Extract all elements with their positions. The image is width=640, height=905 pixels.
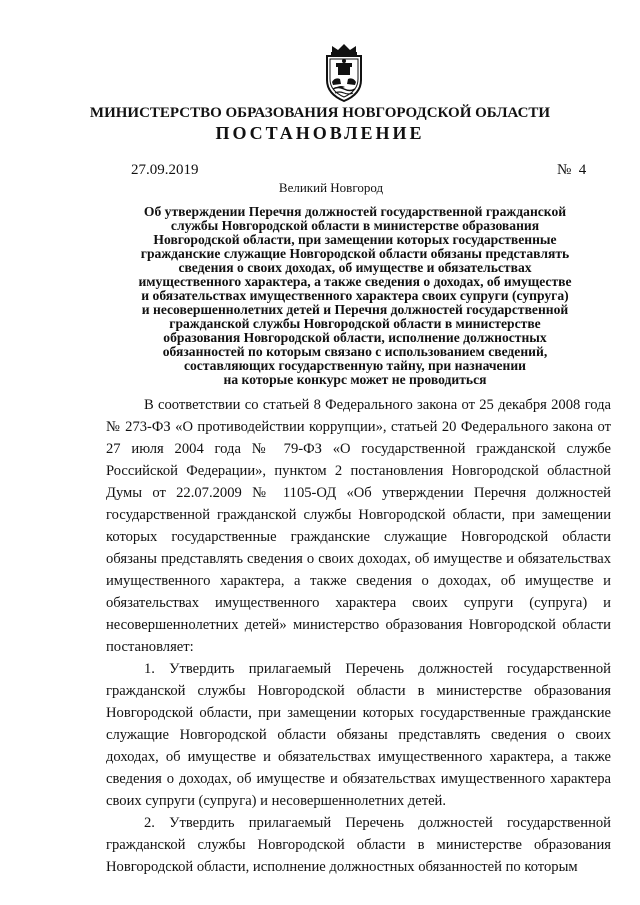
title-line: службы Новгородской области в министерстве образования [170, 218, 540, 233]
preamble-paragraph: В соответствии со статьей 8 Федерального закона от 25 декабря 2008 года № 273-ФЗ «О противодействии коррупции», статьей 20 Федерального закона от 27 июля 2004 года № 79-ФЗ «О государственной гражданской службе Российской Федерации», пунктом 2 постановления Новгородской областной Думы от 22.07.2009 № 1105-ОД «Об утверждении Перечня должностей государственной гражданской службы Новгородской области, при замещении которых государственные гражданские служащие Новгородской области обязаны представлять сведения о своих доходах, об имуществе и обязательствах имущественного характера, а также сведения о доходах, об имуществе и обязательствах имущественного характера своих супруги (супруга) и несовершеннолетних детей» министерство образования Новгородской области постановляет: [106, 397, 611, 655]
document-type: ПОСТАНОВЛЕНИЕ [215, 123, 425, 143]
document-body [106, 394, 611, 878]
title-line: Новгородской области, при замещении которых государственные [153, 232, 557, 247]
title-line: имущественного характера, а также сведения о доходах, об имуществе [138, 274, 572, 289]
novgorod-coat-of-arms-icon [317, 42, 371, 104]
document-title [100, 205, 610, 387]
ministry-name: МИНИСТЕРСТВО ОБРАЗОВАНИЯ НОВГОРОДСКОЙ ОБЛАСТИ [89, 105, 551, 121]
title-line: составляющих государственную тайну, при назначении [183, 358, 527, 373]
title-line: сведения о своих доходах, об имуществе и обязательствах [178, 260, 532, 275]
title-line: гражданской службы Новгородской области в министерстве [169, 316, 541, 331]
title-line: и обязательствах имущественного характера своих супруги (супруга) [141, 288, 569, 303]
clause-1-paragraph: 1. Утвердить прилагаемый Перечень должностей государственной гражданской службы Новгородской области в министерстве образования Новгородской области, при замещении которых государственные гражданские служащие Новгородской области обязаны представлять сведения о своих доходах, об имуществе и обязательствах имущественного характера, а также сведения о доходах, об имуществе и обязательствах имущественного характера своих супруги (супруга) и несовершеннолетних детей. [106, 661, 611, 809]
title-line: на которые конкурс может не проводиться [223, 372, 487, 387]
document-date: 27.09.2019 [131, 162, 199, 178]
title-line: гражданские служащие Новгородской области обязаны представлять [140, 246, 570, 261]
title-line: обязанностей по которым связано с использованием сведений, [162, 344, 548, 359]
clause-2-paragraph: 2. Утвердить прилагаемый Перечень должностей государственной гражданской службы Новгородской области в министерстве образования Новгородской области, исполнение должностных обязанностей по которым [106, 815, 611, 875]
title-line: и несовершеннолетних детей и Перечня должностей государственной [141, 302, 569, 317]
document-number: № 4 [557, 162, 587, 178]
document-city: Великий Новгород [278, 180, 384, 195]
title-line: Об утверждении Перечня должностей государственной гражданской [143, 204, 567, 219]
title-line: образования Новгородской области, исполнение должностных [163, 330, 547, 345]
